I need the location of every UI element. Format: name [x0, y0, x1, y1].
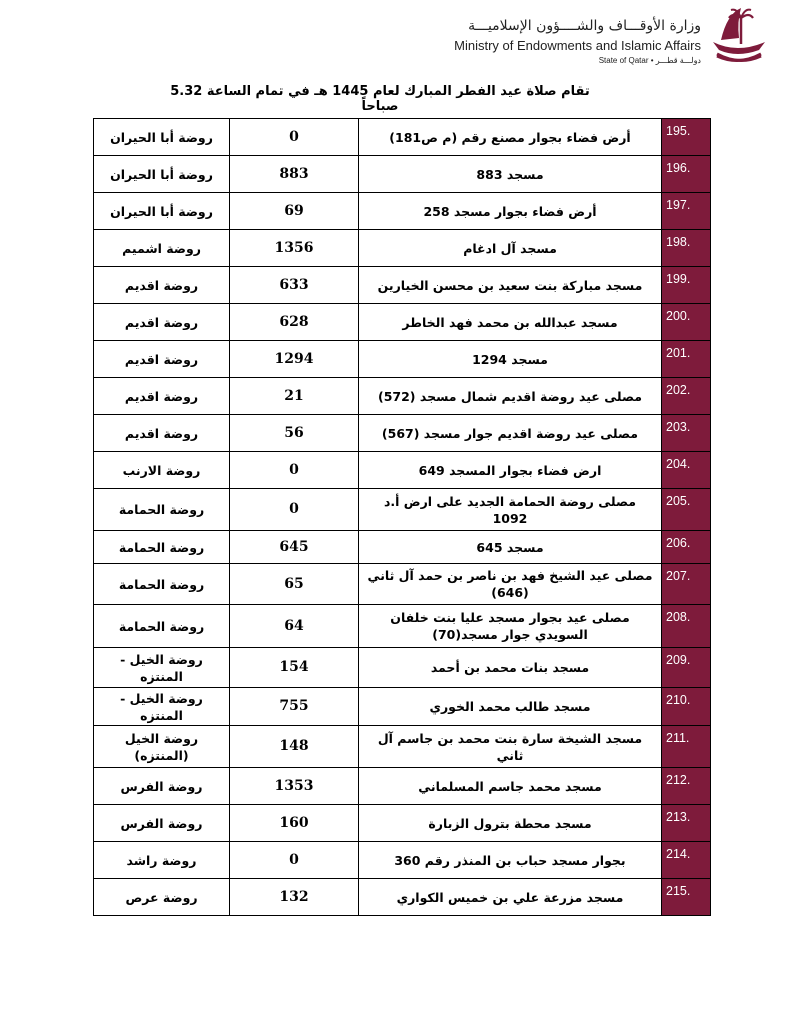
row-number: 198.	[662, 230, 711, 267]
area-name: روضة الفرس	[94, 768, 230, 805]
row-number: 196.	[662, 156, 711, 193]
table-row	[94, 304, 711, 341]
location-id: 628	[230, 304, 359, 341]
page-header	[0, 0, 791, 80]
location-id: 65	[230, 564, 359, 605]
location-name: مصلى عيد الشيخ فهد بن ناصر بن حمد آل ثاني (646)	[359, 564, 662, 605]
row-number: 211.	[662, 726, 711, 768]
location-name: مسجد مباركة بنت سعيد بن محسن الخيارين	[359, 267, 662, 304]
area-name: روضة الارنب	[94, 452, 230, 489]
location-name: مسجد محطة بترول الزبارة	[359, 805, 662, 842]
location-id: 1356	[230, 230, 359, 267]
area-name: روضة اقديم	[94, 341, 230, 378]
table-row	[94, 267, 711, 304]
area-name: روضة الحمامة	[94, 531, 230, 564]
area-name: روضة الخيل (المنتزه)	[94, 726, 230, 768]
area-name: روضة الخيل - المنتزه	[94, 688, 230, 726]
table-row	[94, 378, 711, 415]
location-name: مصلى عيد روضة اقديم شمال مسجد (572)	[359, 378, 662, 415]
area-name: روضة اقديم	[94, 415, 230, 452]
location-name: بجوار مسجد حباب بن المنذر رقم 360	[359, 842, 662, 879]
location-id: 883	[230, 156, 359, 193]
location-id: 0	[230, 452, 359, 489]
ministry-logo	[707, 4, 771, 68]
area-name: روضة راشد	[94, 842, 230, 879]
area-name: روضة اشميم	[94, 230, 230, 267]
area-name: روضة الحمامة	[94, 564, 230, 605]
area-name: روضة اقديم	[94, 304, 230, 341]
location-id: 69	[230, 193, 359, 230]
state-of-qatar-line: State of Qatar • دولـــة قطـــر	[598, 56, 701, 65]
location-id: 0	[230, 119, 359, 156]
area-name: روضة أبا الحيران	[94, 119, 230, 156]
area-name: روضة عرص	[94, 879, 230, 916]
row-number: 199.	[662, 267, 711, 304]
table-row	[94, 564, 711, 605]
location-id: 645	[230, 531, 359, 564]
area-name: روضة أبا الحيران	[94, 193, 230, 230]
table-row	[94, 768, 711, 805]
location-name: مسجد بنات محمد بن أحمد	[359, 648, 662, 688]
row-number: 214.	[662, 842, 711, 879]
location-id: 154	[230, 648, 359, 688]
location-id: 755	[230, 688, 359, 726]
table-row	[94, 489, 711, 531]
table-row	[94, 842, 711, 879]
location-name: مصلى عيد بجوار مسجد عليا بنت خلفان السويدي جوار مسجد(70)	[359, 605, 662, 648]
row-number: 212.	[662, 768, 711, 805]
location-id: 0	[230, 842, 359, 879]
row-number: 207.	[662, 564, 711, 605]
table-row	[94, 156, 711, 193]
location-id: 64	[230, 605, 359, 648]
location-name: مسجد آل ادغام	[359, 230, 662, 267]
location-id: 148	[230, 726, 359, 768]
location-name: مصلى عيد روضة اقديم جوار مسجد (567)	[359, 415, 662, 452]
location-name: مسجد 883	[359, 156, 662, 193]
location-id: 160	[230, 805, 359, 842]
location-name: مسجد مزرعة علي بن خميس الكواري	[359, 879, 662, 916]
table-row	[94, 193, 711, 230]
area-name: روضة أبا الحيران	[94, 156, 230, 193]
row-number: 195.	[662, 119, 711, 156]
table-row	[94, 452, 711, 489]
location-id: 21	[230, 378, 359, 415]
row-number: 213.	[662, 805, 711, 842]
row-number: 206.	[662, 531, 711, 564]
location-name: أرض فضاء بجوار مصنع رقم (م ص181)	[359, 119, 662, 156]
row-number: 210.	[662, 688, 711, 726]
area-name: روضة الحمامة	[94, 489, 230, 531]
location-id: 633	[230, 267, 359, 304]
row-number: 204.	[662, 452, 711, 489]
location-name: مسجد الشيخة سارة بنت محمد بن جاسم آل ثاني	[359, 726, 662, 768]
area-name: روضة اقديم	[94, 378, 230, 415]
page-title: تقام صلاة عيد الفطر المبارك لعام 1445 هـ في تمام الساعة 5.32 صباحاً	[170, 84, 590, 114]
table-row	[94, 230, 711, 267]
location-name: مسجد طالب محمد الخوري	[359, 688, 662, 726]
location-name: أرض فضاء بجوار مسجد 258	[359, 193, 662, 230]
row-number: 202.	[662, 378, 711, 415]
row-number: 208.	[662, 605, 711, 648]
location-name: مسجد عبدالله بن محمد فهد الخاطر	[359, 304, 662, 341]
ship-palm-emblem-icon	[707, 4, 771, 68]
row-number: 201.	[662, 341, 711, 378]
row-number: 215.	[662, 879, 711, 916]
location-id: 56	[230, 415, 359, 452]
location-id: 1294	[230, 341, 359, 378]
row-number: 197.	[662, 193, 711, 230]
table-row	[94, 341, 711, 378]
area-name: روضة اقديم	[94, 267, 230, 304]
row-number: 203.	[662, 415, 711, 452]
location-name: مسجد محمد جاسم المسلماني	[359, 768, 662, 805]
area-name: روضة الفرس	[94, 805, 230, 842]
location-id: 1353	[230, 768, 359, 805]
ministry-name-english: Ministry of Endowments and Islamic Affairs	[454, 38, 701, 53]
location-name: ارض فضاء بجوار المسجد 649	[359, 452, 662, 489]
prayer-locations-table	[93, 118, 711, 916]
location-name: مسجد 1294	[359, 341, 662, 378]
table-row	[94, 879, 711, 916]
table-row	[94, 605, 711, 648]
location-id: 0	[230, 489, 359, 531]
location-id: 132	[230, 879, 359, 916]
table-row	[94, 726, 711, 768]
table-row	[94, 415, 711, 452]
area-name: روضة الحمامة	[94, 605, 230, 648]
row-number: 205.	[662, 489, 711, 531]
area-name: روضة الخيل - المنتزه	[94, 648, 230, 688]
table-row	[94, 648, 711, 688]
table-row	[94, 805, 711, 842]
table-row	[94, 119, 711, 156]
table-row	[94, 531, 711, 564]
location-name: مصلى روضة الحمامة الجديد على ارض أ.د 1092	[359, 489, 662, 531]
location-name: مسجد 645	[359, 531, 662, 564]
table-row	[94, 688, 711, 726]
row-number: 200.	[662, 304, 711, 341]
row-number: 209.	[662, 648, 711, 688]
ministry-name-arabic: وزارة الأوقـــاف والشــــؤون الإسلاميـــة	[468, 18, 701, 34]
